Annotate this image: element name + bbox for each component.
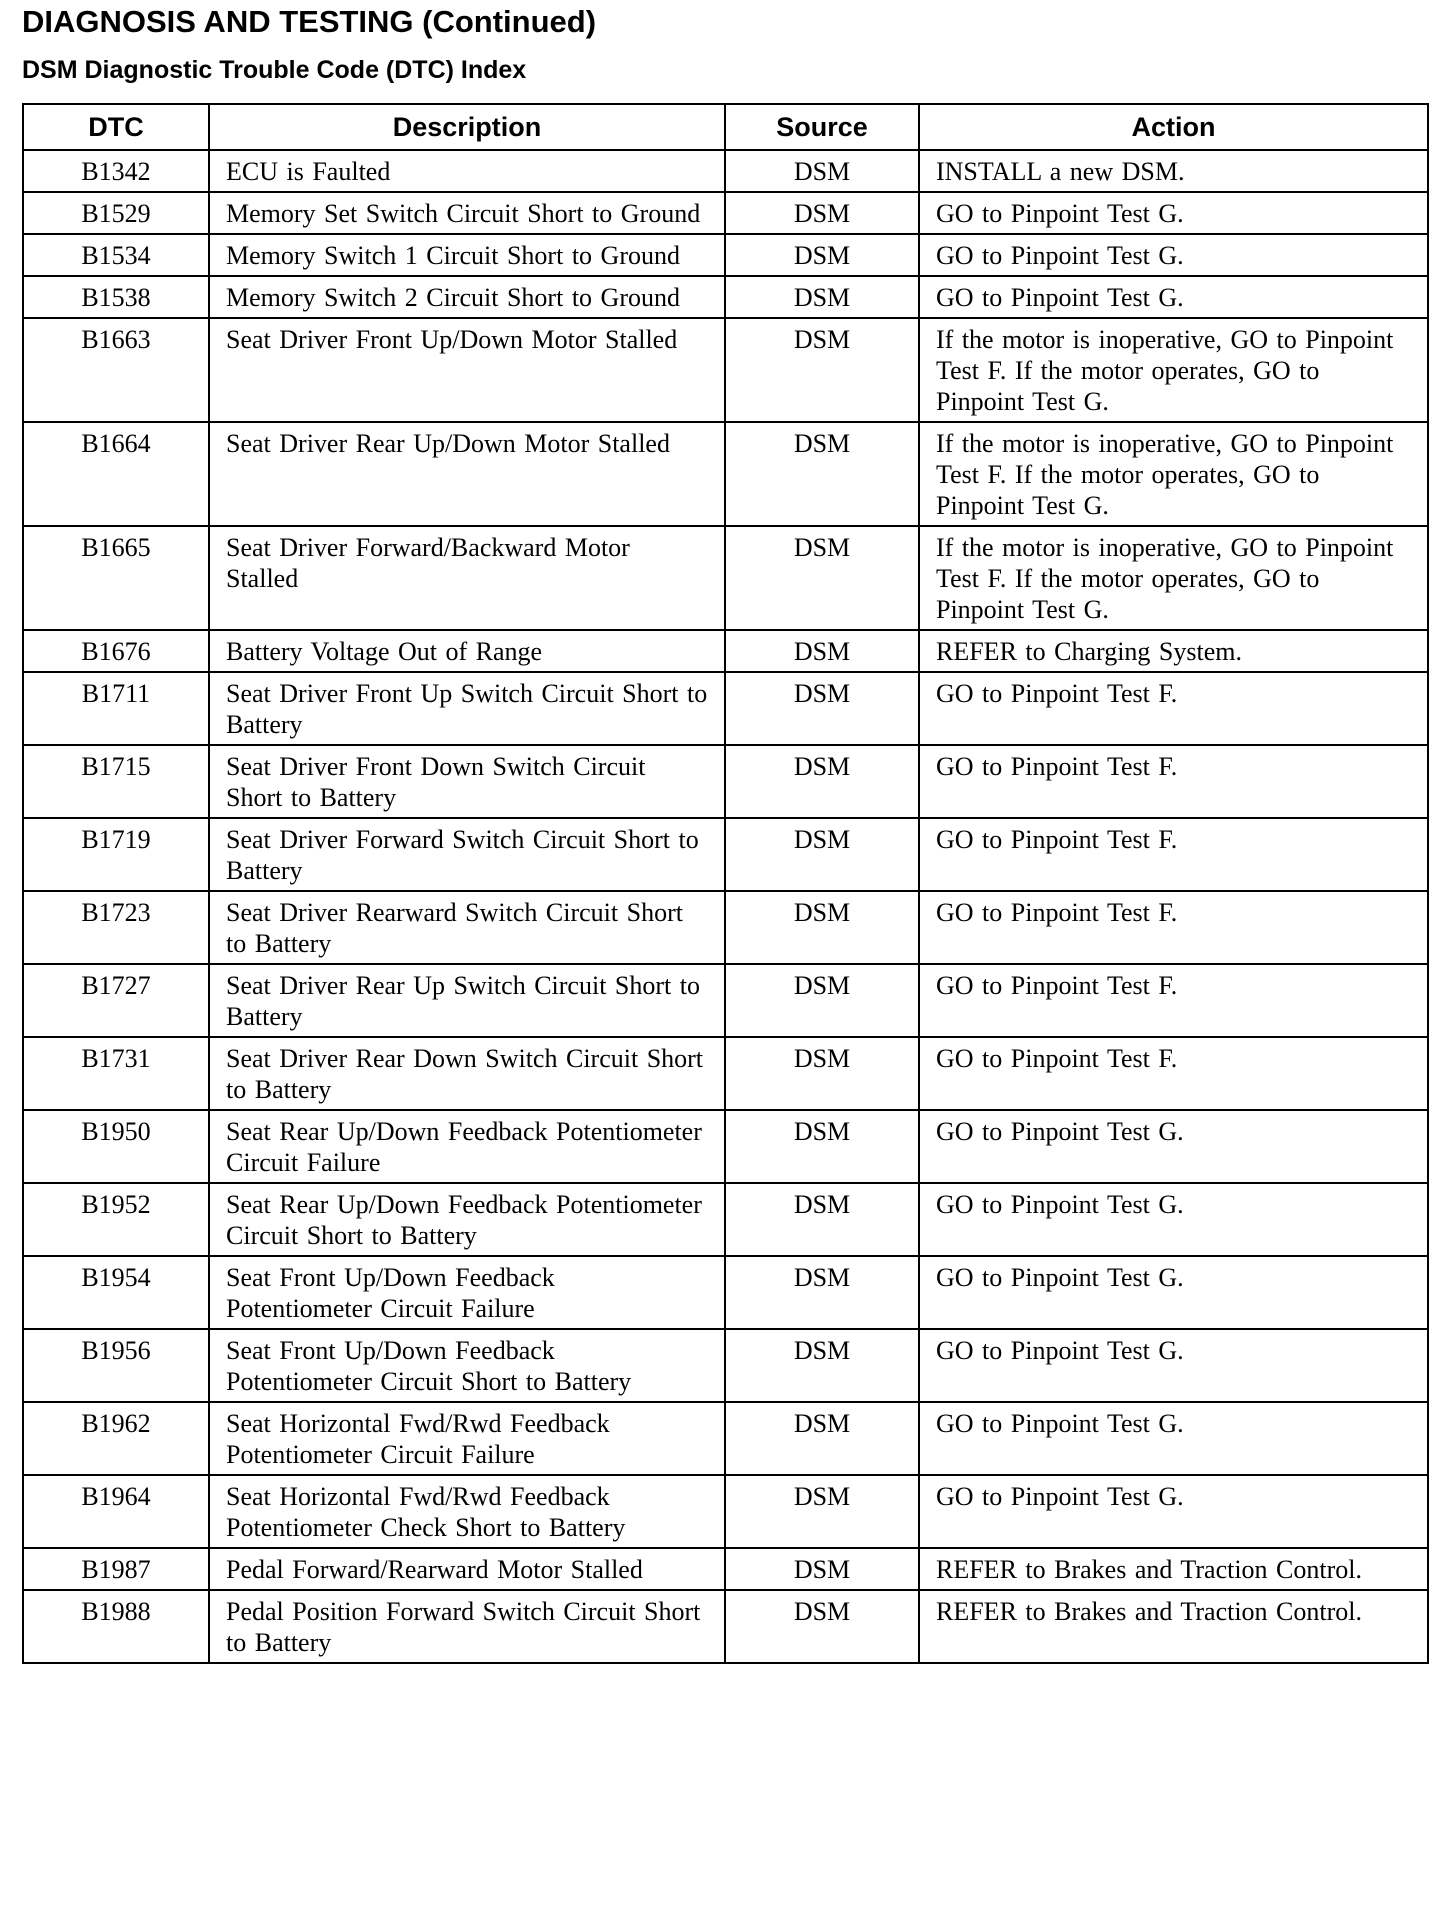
description-cell: Seat Horizontal Fwd/Rwd Feedback Potentiometer Check Short to Battery	[209, 1475, 725, 1548]
source-cell: DSM	[725, 1256, 919, 1329]
dtc-cell: B1676	[23, 630, 209, 672]
source-cell: DSM	[725, 318, 919, 422]
table-row	[23, 234, 1428, 276]
description-cell: Memory Switch 2 Circuit Short to Ground	[209, 276, 725, 318]
table-row	[23, 1183, 1428, 1256]
table-row	[23, 276, 1428, 318]
source-cell: DSM	[725, 1183, 919, 1256]
action-cell: If the motor is inoperative, GO to Pinpoint Test F. If the motor operates, GO to Pinpoint Test G.	[919, 318, 1428, 422]
description-cell: Seat Driver Front Down Switch Circuit Short to Battery	[209, 745, 725, 818]
dtc-cell: B1956	[23, 1329, 209, 1402]
source-cell: DSM	[725, 891, 919, 964]
description-cell: Seat Front Up/Down Feedback Potentiometer Circuit Failure	[209, 1256, 725, 1329]
action-cell: GO to Pinpoint Test F.	[919, 672, 1428, 745]
table-row	[23, 1037, 1428, 1110]
table-row	[23, 818, 1428, 891]
dtc-cell: B1987	[23, 1548, 209, 1590]
dtc-cell: B1950	[23, 1110, 209, 1183]
action-cell: GO to Pinpoint Test G.	[919, 234, 1428, 276]
dtc-cell: B1988	[23, 1590, 209, 1663]
action-cell: GO to Pinpoint Test G.	[919, 1183, 1428, 1256]
description-cell: Battery Voltage Out of Range	[209, 630, 725, 672]
column-header-description: Description	[209, 104, 725, 150]
action-cell: GO to Pinpoint Test F.	[919, 818, 1428, 891]
description-cell: Seat Driver Front Up Switch Circuit Short to Battery	[209, 672, 725, 745]
action-cell: GO to Pinpoint Test G.	[919, 1475, 1428, 1548]
action-cell: If the motor is inoperative, GO to Pinpoint Test F. If the motor operates, GO to Pinpoint Test G.	[919, 422, 1428, 526]
table-row	[23, 630, 1428, 672]
dtc-cell: B1342	[23, 150, 209, 192]
source-cell: DSM	[725, 526, 919, 630]
description-cell: Seat Rear Up/Down Feedback Potentiometer Circuit Short to Battery	[209, 1183, 725, 1256]
table-row	[23, 1590, 1428, 1663]
description-cell: Seat Driver Rear Up Switch Circuit Short to Battery	[209, 964, 725, 1037]
description-cell: Seat Driver Front Up/Down Motor Stalled	[209, 318, 725, 422]
dtc-cell: B1665	[23, 526, 209, 630]
source-cell: DSM	[725, 192, 919, 234]
source-cell: DSM	[725, 672, 919, 745]
action-cell: GO to Pinpoint Test G.	[919, 1329, 1428, 1402]
column-header-action: Action	[919, 104, 1428, 150]
description-cell: Memory Set Switch Circuit Short to Ground	[209, 192, 725, 234]
description-cell: Seat Driver Forward/Backward Motor Stalled	[209, 526, 725, 630]
source-cell: DSM	[725, 1037, 919, 1110]
action-cell: GO to Pinpoint Test F.	[919, 964, 1428, 1037]
action-cell: GO to Pinpoint Test G.	[919, 1110, 1428, 1183]
description-cell: Seat Horizontal Fwd/Rwd Feedback Potentiometer Circuit Failure	[209, 1402, 725, 1475]
dtc-cell: B1952	[23, 1183, 209, 1256]
table-row	[23, 1475, 1428, 1548]
table-row	[23, 526, 1428, 630]
table-row	[23, 745, 1428, 818]
source-cell: DSM	[725, 1548, 919, 1590]
description-cell: Seat Driver Rear Down Switch Circuit Short to Battery	[209, 1037, 725, 1110]
table-row	[23, 1110, 1428, 1183]
table-row	[23, 192, 1428, 234]
dtc-cell: B1529	[23, 192, 209, 234]
column-header-dtc: DTC	[23, 104, 209, 150]
dtc-cell: B1534	[23, 234, 209, 276]
action-cell: GO to Pinpoint Test F.	[919, 891, 1428, 964]
dtc-cell: B1727	[23, 964, 209, 1037]
dtc-cell: B1664	[23, 422, 209, 526]
action-cell: REFER to Brakes and Traction Control.	[919, 1548, 1428, 1590]
action-cell: If the motor is inoperative, GO to Pinpoint Test F. If the motor operates, GO to Pinpoint Test G.	[919, 526, 1428, 630]
dtc-index-table	[22, 103, 1429, 1664]
action-cell: GO to Pinpoint Test F.	[919, 745, 1428, 818]
table-header-row	[23, 104, 1428, 150]
source-cell: DSM	[725, 1110, 919, 1183]
action-cell: GO to Pinpoint Test G.	[919, 1256, 1428, 1329]
dtc-cell: B1538	[23, 276, 209, 318]
source-cell: DSM	[725, 234, 919, 276]
source-cell: DSM	[725, 422, 919, 526]
source-cell: DSM	[725, 1402, 919, 1475]
table-row	[23, 1548, 1428, 1590]
table-row	[23, 672, 1428, 745]
table-row	[23, 1329, 1428, 1402]
source-cell: DSM	[725, 1475, 919, 1548]
description-cell: Memory Switch 1 Circuit Short to Ground	[209, 234, 725, 276]
table-row	[23, 150, 1428, 192]
source-cell: DSM	[725, 964, 919, 1037]
source-cell: DSM	[725, 630, 919, 672]
action-cell: REFER to Charging System.	[919, 630, 1428, 672]
dtc-cell: B1964	[23, 1475, 209, 1548]
source-cell: DSM	[725, 276, 919, 318]
source-cell: DSM	[725, 818, 919, 891]
action-cell: GO to Pinpoint Test G.	[919, 276, 1428, 318]
source-cell: DSM	[725, 1329, 919, 1402]
description-cell: Seat Driver Rearward Switch Circuit Short to Battery	[209, 891, 725, 964]
source-cell: DSM	[725, 1590, 919, 1663]
dtc-cell: B1731	[23, 1037, 209, 1110]
table-row	[23, 964, 1428, 1037]
table-row	[23, 1256, 1428, 1329]
table-row	[23, 891, 1428, 964]
description-cell: Pedal Position Forward Switch Circuit Short to Battery	[209, 1590, 725, 1663]
table-title: DSM Diagnostic Trouble Code (DTC) Index	[22, 56, 527, 84]
column-header-source: Source	[725, 104, 919, 150]
page-title: DIAGNOSIS AND TESTING (Continued)	[22, 4, 597, 39]
dtc-cell: B1711	[23, 672, 209, 745]
description-cell: Pedal Forward/Rearward Motor Stalled	[209, 1548, 725, 1590]
table-body	[23, 150, 1428, 1663]
description-cell: ECU is Faulted	[209, 150, 725, 192]
source-cell: DSM	[725, 150, 919, 192]
dtc-cell: B1954	[23, 1256, 209, 1329]
description-cell: Seat Front Up/Down Feedback Potentiometer Circuit Short to Battery	[209, 1329, 725, 1402]
dtc-cell: B1715	[23, 745, 209, 818]
action-cell: INSTALL a new DSM.	[919, 150, 1428, 192]
dtc-cell: B1962	[23, 1402, 209, 1475]
dtc-cell: B1663	[23, 318, 209, 422]
table-row	[23, 318, 1428, 422]
description-cell: Seat Driver Rear Up/Down Motor Stalled	[209, 422, 725, 526]
description-cell: Seat Rear Up/Down Feedback Potentiometer Circuit Failure	[209, 1110, 725, 1183]
table-row	[23, 1402, 1428, 1475]
action-cell: GO to Pinpoint Test G.	[919, 1402, 1428, 1475]
action-cell: REFER to Brakes and Traction Control.	[919, 1590, 1428, 1663]
source-cell: DSM	[725, 745, 919, 818]
dtc-cell: B1723	[23, 891, 209, 964]
action-cell: GO to Pinpoint Test F.	[919, 1037, 1428, 1110]
dtc-cell: B1719	[23, 818, 209, 891]
action-cell: GO to Pinpoint Test G.	[919, 192, 1428, 234]
table-row	[23, 422, 1428, 526]
description-cell: Seat Driver Forward Switch Circuit Short to Battery	[209, 818, 725, 891]
